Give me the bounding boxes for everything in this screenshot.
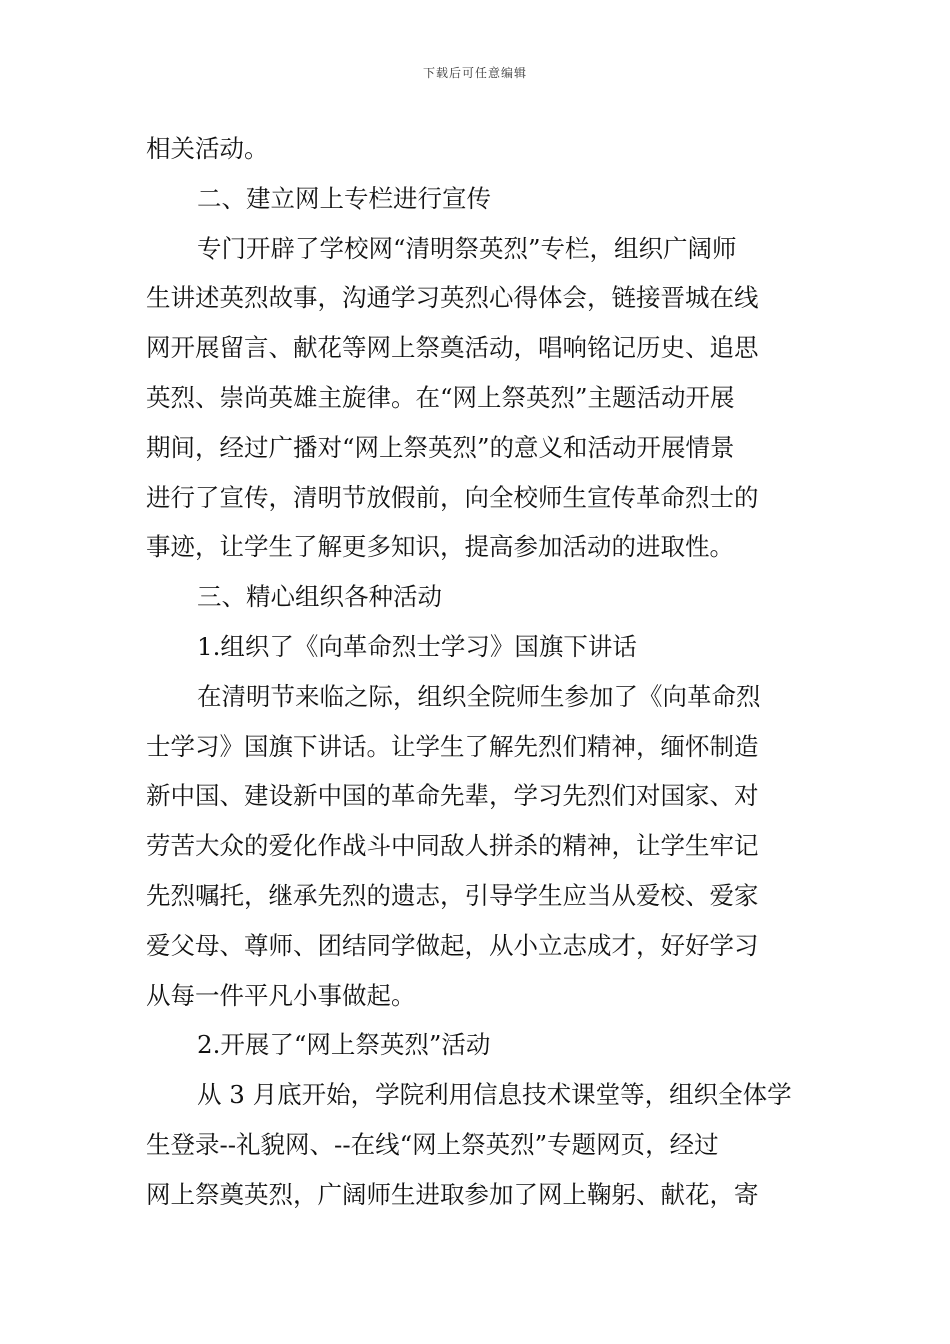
text-line: 网上祭奠英烈，广阔师生进取参加了网上鞠躬、献花，寄 bbox=[146, 1179, 759, 1209]
text-line: 在清明节来临之际，组织全院师生参加了《向革命烈 bbox=[197, 681, 761, 711]
text-line: 英烈、崇尚英雄主旋律。在“网上祭英烈”主题活动开展 bbox=[146, 382, 735, 412]
text-line: 士学习》国旗下讲话。让学生了解先烈们精神，缅怀制造 bbox=[146, 731, 759, 761]
subsection-heading: 1.组织了《向革命烈士学习》国旗下讲话 bbox=[197, 631, 637, 661]
text-line: 事迹，让学生了解更多知识，提高参加活动的进取性。 bbox=[146, 532, 734, 562]
text-line: 专门开辟了学校网“清明祭英烈”专栏，组织广阔师 bbox=[197, 233, 737, 263]
text-line: 进行了宣传，清明节放假前，向全校师生宣传革命烈士的 bbox=[146, 482, 759, 512]
text-line: 生登录--礼貌网、--在线“网上祭英烈”专题网页，经过 bbox=[146, 1129, 719, 1159]
document-body bbox=[146, 124, 806, 1220]
text-line: 生讲述英烈故事，沟通学习英烈心得体会，链接晋城在线 bbox=[146, 283, 759, 313]
section-heading: 三、精心组织各种活动 bbox=[197, 582, 442, 612]
text-line: 相关活动。 bbox=[146, 134, 269, 163]
subsection-heading: 2.开展了“网上祭英烈”活动 bbox=[197, 1030, 491, 1060]
text-line: 期间，经过广播对“网上祭英烈”的意义和活动开展情景 bbox=[146, 432, 735, 462]
text-line: 先烈嘱托，继承先烈的遗志，引导学生应当从爱校、爱家 bbox=[146, 880, 759, 910]
text-line: 劳苦大众的爱化作战斗中同敌人拼杀的精神，让学生牢记 bbox=[146, 831, 759, 861]
text-line: 网开展留言、献花等网上祭奠活动，唱响铭记历史、追思 bbox=[146, 333, 759, 363]
text-line: 新中国、建设新中国的革命先辈，学习先烈们对国家、对 bbox=[146, 781, 759, 811]
page-header: 下载后可任意编辑 bbox=[422, 66, 527, 80]
text-line: 从每一件平凡小事做起。 bbox=[146, 980, 416, 1010]
text-line: 爱父母、尊师、团结同学做起，从小立志成才，好好学习 bbox=[146, 930, 759, 960]
section-heading: 二、建立网上专栏进行宣传 bbox=[197, 183, 491, 213]
text-line: 从 3 月底开始，学院利用信息技术课堂等，组织全体学 bbox=[197, 1080, 792, 1110]
